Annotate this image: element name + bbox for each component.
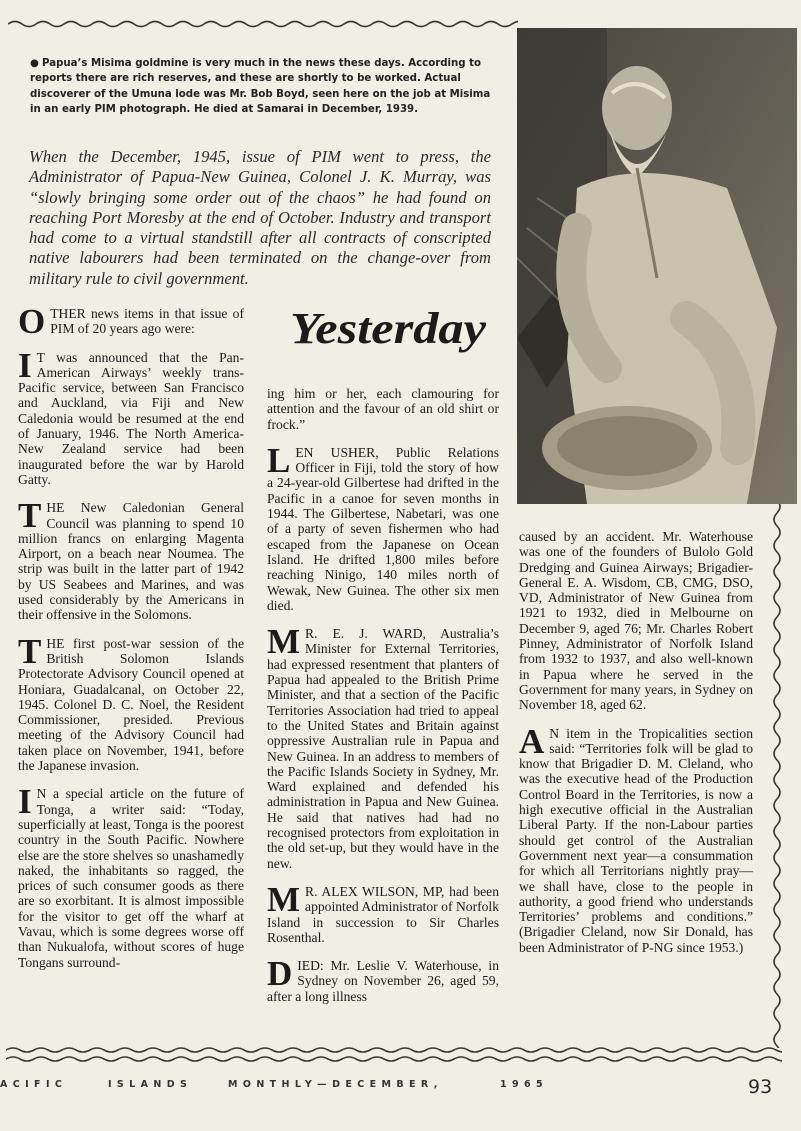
intro-paragraph: When the December, 1945, issue of PIM went to press, the Administrator of Papua-New Guinea, Colonel J. K. Murray, was “slowly bringing some order out of the chaos” he had found on reaching Port Moresby at the end of October. Industry and transport had come to a virtual standstill after all contracts of conscripted native labourers had been terminated on the change-over from military rule to civil government. (29, 147, 491, 288)
paragraph-text: ing him or her, each clamouring for attention and the favour of an old shirt or frock.” (267, 386, 499, 432)
drop-cap: T (18, 496, 42, 536)
footer-pacific: ACIFIC (0, 1079, 68, 1090)
miner-photo (517, 28, 797, 504)
wavy-rule-top (8, 14, 518, 34)
page-footer (0, 1075, 801, 1101)
drop-cap: M (267, 622, 301, 662)
paragraph-text: HE first post-war session of the British Solomon Islands Protectorate Advisory Council opened at Honiara, Guadalcanal, on October 22, 1945. Colonel D. C. Noel, the Resident Commissioner, presided. Previous meeting of the Advisory Council had taken place on November, 1941, before the Japanese invasion. (18, 635, 244, 774)
wavy-rule-bottom (6, 1043, 782, 1067)
article-paragraph (267, 440, 499, 613)
article-paragraph (267, 879, 499, 945)
paragraph-text: HE New Caledonian General Council was planning to spend 10 million francs on enlarging Magenta Airport, on a beach near Noumea. The strip was built in the latter part of 1942 by US Seabees and Marines, and was used considerably by the Americans in their offensive in the Solomons. (18, 500, 244, 623)
photo-caption (30, 56, 492, 118)
paragraph-text: N item in the Tropicalities section said: “Territories folk will be glad to know that Brigadier D. M. Cleland, who was the executive head of the Production Control Board in the Territories, is now a high executive official in the Australian Liberal Party. If the non-Labour parties should get control of the Australian Government next year—a consummation for which all Territorians nightly pray—we shall have, close to the people in authority, a good friend who understands Territories’ problems and conditions.” (Brigadier Cleland, now Sir Donald, has been Administrator of P-NG since 1953.) (519, 725, 753, 955)
yesterday-heading-text: Yesterday (290, 304, 487, 353)
paragraph-text: T was announced that the Pan-American Airways’ weekly trans-Pacific service, between San Francisco and Auckland, via Fiji and New Caledonia would be resumed at the end of January, 1946. The North America-New Zealand service had been inaugurated before the war by Harold Gatty. (18, 349, 244, 487)
paragraph-text: THER news items in that issue of PIM of 20 years ago were: (50, 306, 244, 337)
article-column-3 (519, 529, 753, 968)
article-paragraph (18, 631, 244, 774)
article-paragraph (18, 782, 244, 970)
article-paragraph (18, 302, 244, 341)
article-paragraph (267, 386, 499, 432)
article-paragraph (519, 721, 753, 955)
wavy-rule-right (766, 500, 788, 1048)
paragraph-text: R. ALEX WILSON, MP, had been appointed Administrator of Norfolk Island in succession to Sir Charles Rosenthal. (267, 883, 499, 945)
drop-cap: I (18, 782, 32, 822)
drop-cap: I (18, 345, 32, 385)
paragraph-text: caused by an accident. Mr. Waterhouse was one of the founders of Bulolo Gold Dredging and Guinea Airways; Brigadier-General E. A. Wisdom, CB, CMG, DSO, VD, Administrator of New Guinea from 1921 to 1932, died in Melbourne on December 9, aged 76; Mr. Charles Robert Pinney, Administrator of Norfolk Island from 1932 to 1937, and also well-known in Papua where he served in the Government for many years, in Sydney on November 18, aged 62. (519, 529, 753, 713)
drop-cap: A (519, 721, 545, 761)
drop-cap: M (267, 879, 301, 919)
drop-cap: L (267, 440, 291, 480)
footer-islands: ISLANDS (108, 1079, 193, 1090)
paragraph-text: N a special article on the future of Tonga, a writer said: “Today, superficially at least, Tonga is the poorest country in the South Pacific. Nowhere else are the store shelves so unashamedly naked, the inhabitants so ragged, the prices of such consumer goods as there are so exorbitant. It is almost impossible for the visitor to get off the wharf at Vavau, which is some degrees worse off than Nukualofa, without scores of huge Tongans surround- (18, 786, 244, 970)
drop-cap: D (267, 954, 293, 994)
article-column-1 (18, 302, 244, 983)
page-number: 93 (748, 1076, 773, 1098)
article-paragraph (267, 954, 499, 1004)
article-paragraph (18, 496, 244, 623)
footer-monthly: MONTHLY—DECEMBER, (228, 1079, 443, 1090)
article-column-2 (267, 386, 499, 1017)
caption-text: Papua’s Misima goldmine is very much in the news these days. According to reports there are rich reserves, and these are shortly to be worked. Actual discoverer of the Umuna lode was Mr. Bob Boyd, seen here on the job at Misima in an early PIM photograph. He died at Samarai in December, 1939. (30, 58, 491, 116)
caption-bullet: ● (30, 58, 39, 69)
article-paragraph (519, 529, 753, 713)
yesterday-heading (288, 297, 488, 367)
article-paragraph (18, 345, 244, 488)
drop-cap: O (18, 302, 46, 341)
paragraph-text: EN USHER, Public Relations Officer in Fiji, told the story of how a 24-year-old Gilbertese had drifted in the Pacific in a canoe for seven months in 1944. The Gilbertese, Nabetari, was one of a party of seven fishermen who had escaped from the Japanese on Ocean Island. He drifted 1,800 miles before reaching Ninigo, 140 miles north of Wewak, New Guinea. The other six men died. (267, 444, 499, 613)
article-paragraph (267, 622, 499, 871)
paragraph-text: IED: Mr. Leslie V. Waterhouse, in Sydney on November 26, aged 59, after a long illness (267, 958, 499, 1004)
paragraph-text: R. E. J. WARD, Australia’s Minister for External Territories, had expressed resentment that planters of Papua had appealed to the British Prime Minister, and that a section of the Pacific Territories Association had tried to appeal to the United States and Britain against oppressive Australian rule in Papua and New Guinea. In an address to members of the Pacific Islands Society in Sydney, Mr. Ward explained and defended his administration in Papua and New Guinea. He said that natives had had no recognised protectors from exploitation in the old set-up, but they would have in the new. (267, 626, 499, 871)
footer-year: 1965 (500, 1079, 549, 1090)
drop-cap: T (18, 631, 42, 671)
